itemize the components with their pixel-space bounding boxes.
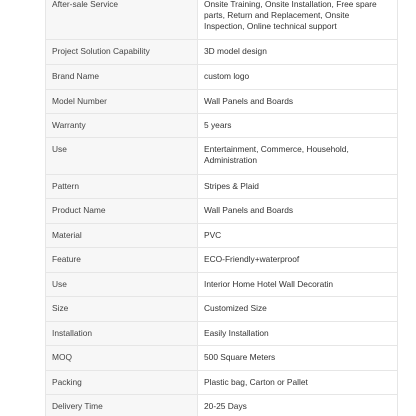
spec-value: Entertainment, Commerce, Household, Administration (198, 138, 398, 175)
table-row (46, 175, 398, 199)
spec-key: Material (46, 224, 198, 248)
spec-key: Size (46, 297, 198, 322)
spec-key: Packing (46, 371, 198, 395)
table-row (46, 248, 398, 273)
table-row (46, 199, 398, 224)
spec-value: Easily Installation (198, 322, 398, 346)
table-row (46, 138, 398, 175)
spec-value: 3D model design (198, 40, 398, 65)
table-row (46, 90, 398, 114)
table-row (46, 346, 398, 371)
spec-key: Model Number (46, 90, 198, 114)
table-row (46, 297, 398, 322)
spec-key: Warranty (46, 114, 198, 138)
spec-key: Brand Name (46, 65, 198, 90)
spec-key: Feature (46, 248, 198, 273)
spec-key: Use (46, 273, 198, 297)
spec-key: Product Name (46, 199, 198, 224)
table-row (46, 395, 398, 416)
spec-value: Stripes & Plaid (198, 175, 398, 199)
table-row (46, 224, 398, 248)
table-row (46, 322, 398, 346)
table-row (46, 65, 398, 90)
spec-key: Pattern (46, 175, 198, 199)
table-row (46, 273, 398, 297)
spec-value: Plastic bag, Carton or Pallet (198, 371, 398, 395)
spec-value: 20-25 Days (198, 395, 398, 416)
spec-value: 5 years (198, 114, 398, 138)
spec-key: After-sale Service (46, 0, 198, 40)
product-spec-table (45, 0, 398, 416)
spec-value: 500 Square Meters (198, 346, 398, 371)
spec-value: ECO-Friendly+waterproof (198, 248, 398, 273)
spec-value: Wall Panels and Boards (198, 199, 398, 224)
spec-value: Wall Panels and Boards (198, 90, 398, 114)
spec-value: custom logo (198, 65, 398, 90)
table-row (46, 40, 398, 65)
spec-key: Delivery Time (46, 395, 198, 416)
spec-value: Onsite Training, Onsite Installation, Free spare parts, Return and Replacement, Onsite Inspection, Online technical support (198, 0, 398, 40)
table-row (46, 371, 398, 395)
spec-value: PVC (198, 224, 398, 248)
spec-value: Interior Home Hotel Wall Decoratin (198, 273, 398, 297)
spec-value: Customized Size (198, 297, 398, 322)
spec-key: Installation (46, 322, 198, 346)
spec-key: Project Solution Capability (46, 40, 198, 65)
spec-key: Use (46, 138, 198, 175)
table-row (46, 0, 398, 40)
table-row (46, 114, 398, 138)
spec-key: MOQ (46, 346, 198, 371)
